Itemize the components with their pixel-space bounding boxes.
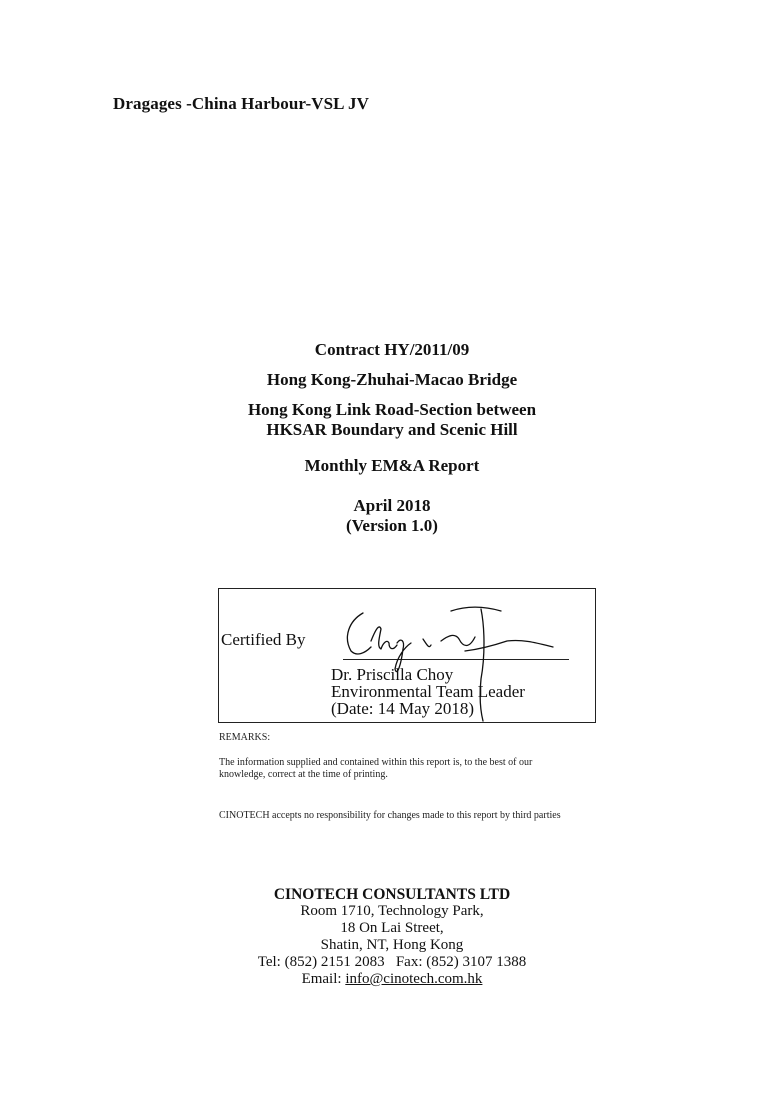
email-label: Email: bbox=[301, 971, 346, 987]
remarks-line-2: knowledge, correct at the time of printing. bbox=[219, 769, 388, 780]
section-line-1: Hong Kong Link Road-Section between bbox=[247, 400, 537, 419]
report-version: (Version 1.0) bbox=[346, 516, 438, 535]
certification-box bbox=[218, 588, 596, 723]
signer-name: Dr. Priscilla Choy bbox=[331, 665, 454, 684]
remarks-line-1: The information supplied and contained within this report is, to the best of our bbox=[219, 757, 533, 768]
section-line-2: HKSAR Boundary and Scenic Hill bbox=[266, 420, 518, 439]
company-name: Dragages -China Harbour-VSL JV bbox=[113, 94, 369, 113]
footer-company: CINOTECH CONSULTANTS LTD bbox=[273, 886, 511, 903]
footer-address-2: 18 On Lai Street, bbox=[340, 920, 444, 936]
title-block bbox=[0, 340, 784, 536]
certified-by-label: Certified By bbox=[221, 630, 306, 649]
footer-address-1: Room 1710, Technology Park, bbox=[300, 903, 484, 919]
project-name: Hong Kong-Zhuhai-Macao Bridge bbox=[266, 370, 518, 389]
footer-email-line bbox=[0, 971, 784, 988]
signer-role: Environmental Team Leader bbox=[331, 682, 525, 701]
footer-contact bbox=[0, 886, 784, 988]
report-period: April 2018 bbox=[353, 496, 431, 515]
footer-phone-fax: Tel: (852) 2151 2083 Fax: (852) 3107 1388 bbox=[257, 954, 527, 970]
email-link[interactable]: info@cinotech.com.hk bbox=[345, 971, 483, 987]
remarks-heading: REMARKS: bbox=[219, 732, 271, 743]
signer-block bbox=[331, 666, 525, 717]
certification-date: (Date: 14 May 2018) bbox=[331, 699, 475, 718]
report-type: Monthly EM&A Report bbox=[304, 456, 480, 475]
remarks-disclaimer: CINOTECH accepts no responsibility for changes made to this report by third parties bbox=[219, 810, 561, 821]
footer-address-3: Shatin, NT, Hong Kong bbox=[320, 937, 464, 953]
contract-number: Contract HY/2011/09 bbox=[314, 340, 470, 359]
